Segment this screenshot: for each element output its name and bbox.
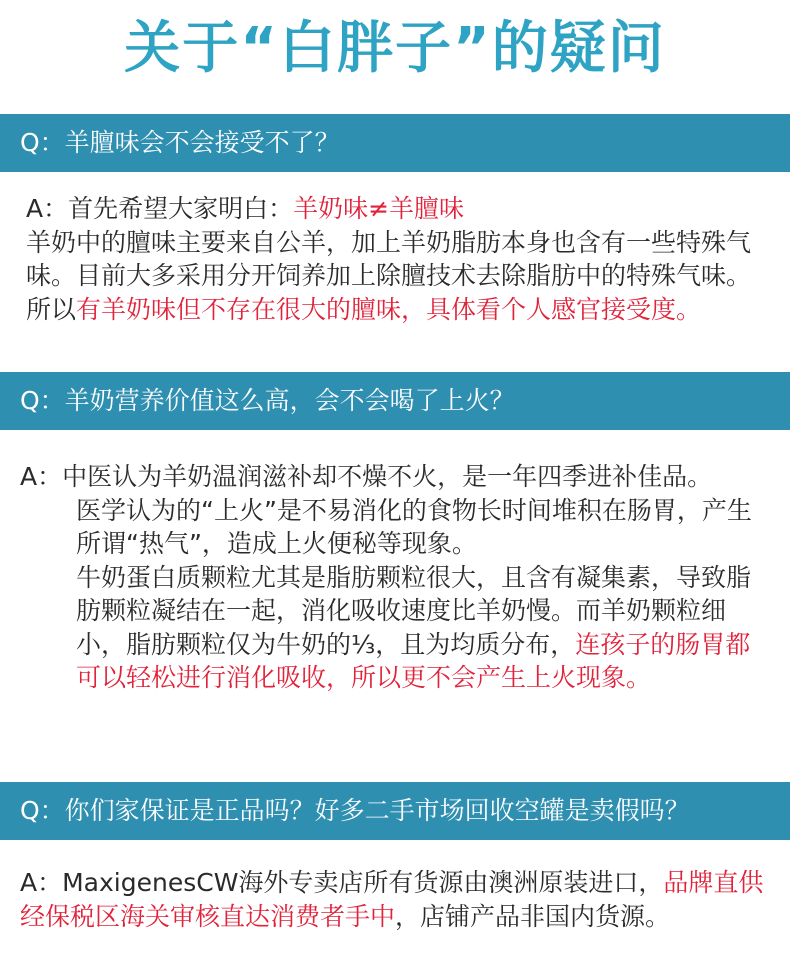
- answer-block-1: [26, 192, 768, 326]
- question-bar-3: [0, 782, 790, 840]
- answer-1-lead: A：首先希望大家明白：: [26, 194, 294, 223]
- answer-1-paragraph-1: [26, 192, 768, 226]
- answer-2-paragraph-2: 医学认为的“上火”是不易消化的食物长时间堆积在肠胃，产生所谓“热气”，造成上火便秘等现象。: [76, 495, 752, 558]
- question-bar-1: [0, 114, 790, 172]
- answer-1-paragraph-2: [26, 226, 768, 327]
- answer-3-paragraph-1: [20, 866, 770, 933]
- answer-1-body-highlight: 有羊奶味但不存在很大的膻味，具体看个人感官接受度。: [76, 294, 702, 324]
- answer-block-3: [20, 866, 770, 933]
- answer-2-body-highlight: 连孩子的肠胃都可以轻松进行消化吸收，所以更不会产生上火现象。: [76, 629, 751, 692]
- answer-3-tail: ，店铺产品非国内货源。: [395, 901, 671, 931]
- answer-3-highlight: 品牌直供经保税区海关审核直达消费者手中: [20, 868, 764, 931]
- answer-block-2: [20, 460, 770, 695]
- page-title: 关于“白胖子”的疑问: [124, 16, 666, 81]
- answer-2-body: 牛奶蛋白质颗粒尤其是脂肪颗粒很大，且含有凝集素，导致脂肪颗粒凝结在一起，消化吸收速度比羊奶慢。而羊奶颗粒细小，脂肪颗粒仅为牛奶的⅓，且为均质分布，: [76, 562, 752, 659]
- answer-1-body: 羊奶中的膻味主要来自公羊，加上羊奶脂肪本身也含有一些特殊气味。目前大多采用分开饲养加上除膻技术去除脂肪中的特殊气味。所以: [26, 227, 752, 324]
- answer-1-highlight: 羊奶味≠羊膻味: [293, 194, 465, 223]
- question-bar-2: [0, 372, 790, 430]
- answer-3-lead: A：MaxigenesCW海外专卖店所有货源由澳洲原装进口，: [20, 868, 664, 897]
- answer-2-paragraph-3: [20, 561, 770, 695]
- question-text-2: Q：羊奶营养价值这么高，会不会喝了上火？: [20, 386, 515, 415]
- question-text-3: Q：你们家保证是正品吗？好多二手市场回收空罐是卖假吗？: [20, 796, 690, 825]
- answer-2-paragraph-1: A：中医认为羊奶温润滋补却不燥不火，是一年四季进补佳品。: [20, 462, 713, 491]
- question-text-1: Q：羊膻味会不会接受不了？: [20, 128, 340, 157]
